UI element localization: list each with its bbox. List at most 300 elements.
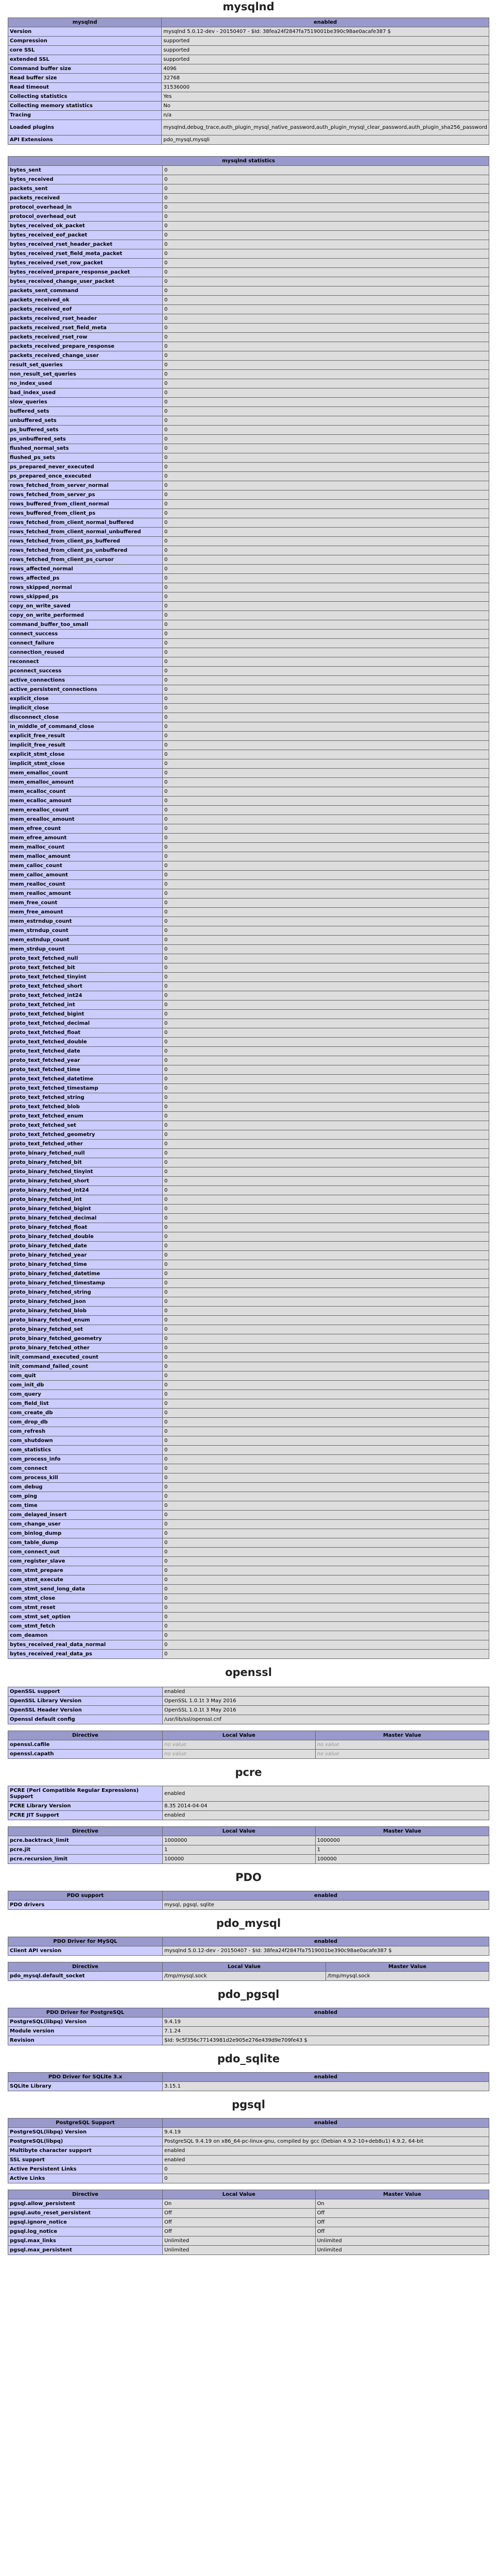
- row-label: rows_fetched_from_client_ps_unbuffered: [8, 546, 163, 555]
- row-value: 0: [163, 342, 489, 351]
- table-row: [8, 1613, 489, 1622]
- row-label: proto_text_fetched_year: [8, 1056, 163, 1065]
- table-row: [8, 834, 489, 843]
- row-value: 0: [163, 1214, 489, 1223]
- table-row: [8, 1130, 489, 1140]
- row-label: non_result_set_queries: [8, 370, 163, 379]
- table-row: [8, 1483, 489, 1492]
- row-value: 0: [163, 1325, 489, 1334]
- row-label: mem_emalloc_amount: [8, 778, 163, 787]
- table-row: [8, 1269, 489, 1279]
- table-row: [8, 2174, 489, 2183]
- row-value: 0: [163, 1158, 489, 1167]
- table-row: [8, 379, 489, 388]
- table-row: [8, 1158, 489, 1167]
- row-label: proto_text_fetched_short: [8, 982, 163, 991]
- row-value: 8.35 2014-04-04: [163, 1802, 489, 1811]
- row-value: 0: [163, 379, 489, 388]
- row-label: command_buffer_too_small: [8, 620, 163, 630]
- row-label: bad_index_used: [8, 388, 163, 398]
- row-value: 0: [163, 843, 489, 852]
- row-value: 0: [163, 787, 489, 796]
- row-label: OpenSSL support: [8, 1687, 163, 1697]
- row-value: 0: [163, 1390, 489, 1399]
- header-cell: Master Value: [315, 2190, 489, 2199]
- row-label: proto_text_fetched_int24: [8, 991, 163, 1001]
- row-label: bytes_received_rset_row_packet: [8, 259, 163, 268]
- table-row: [8, 324, 489, 333]
- table-row: [8, 936, 489, 945]
- row-label: com_register_slave: [8, 1557, 163, 1566]
- table-row: [8, 92, 489, 101]
- table-row: [8, 1511, 489, 1520]
- table-row: [8, 1650, 489, 1659]
- row-label: protocol_overhead_in: [8, 203, 163, 212]
- row-label: explicit_free_result: [8, 732, 163, 741]
- local-value: Off: [163, 2227, 316, 2236]
- header-cell: enabled: [163, 2119, 489, 2128]
- table-row: [8, 1715, 489, 1724]
- row-label: proto_text_fetched_geometry: [8, 1130, 163, 1140]
- row-value: 0: [163, 574, 489, 583]
- table-row: [8, 1464, 489, 1473]
- table-row: [8, 639, 489, 648]
- row-value: 0: [163, 1223, 489, 1232]
- row-value: 0: [163, 1065, 489, 1075]
- table-row: [8, 1242, 489, 1251]
- row-value: 0: [163, 509, 489, 518]
- table-header-row: [8, 18, 489, 27]
- row-value: 0: [163, 602, 489, 611]
- row-label: mem_erealloc_amount: [8, 815, 163, 824]
- row-value: 0: [163, 351, 489, 361]
- row-value: 0: [163, 880, 489, 889]
- row-value: 0: [163, 991, 489, 1001]
- table-row: [8, 889, 489, 899]
- local-value: On: [163, 2199, 316, 2209]
- row-value: 0: [163, 249, 489, 259]
- table-row: [8, 1418, 489, 1427]
- row-label: rows_fetched_from_client_ps_cursor: [8, 555, 163, 565]
- row-value: 0: [163, 1205, 489, 1214]
- row-label: pgsql.max_persistent: [8, 2246, 163, 2255]
- row-label: pgsql.auto_reset_persistent: [8, 2209, 163, 2218]
- pdo-sqlite-info-table: [8, 2072, 489, 2091]
- master-value: 100000: [315, 1855, 489, 1864]
- row-value: 0: [163, 416, 489, 426]
- row-label: PCRE (Perl Compatible Regular Expressions) Support: [8, 1786, 163, 1802]
- row-label: com_process_kill: [8, 1473, 163, 1483]
- row-value: 3.15.1: [163, 2082, 489, 2091]
- table-row: [8, 166, 489, 175]
- row-value: 0: [163, 481, 489, 490]
- local-value: no value: [163, 1750, 316, 1759]
- header-cell: enabled: [162, 18, 489, 27]
- row-value: 0: [163, 926, 489, 936]
- table-row: [8, 444, 489, 453]
- row-value: 0: [163, 546, 489, 555]
- row-label: bytes_received_eof_packet: [8, 231, 163, 240]
- header-cell: Local Value: [163, 2190, 316, 2199]
- row-label: proto_text_fetched_int: [8, 1001, 163, 1010]
- row-label: connect_success: [8, 630, 163, 639]
- table-row: [8, 843, 489, 852]
- row-label: com_refresh: [8, 1427, 163, 1436]
- table-row: [8, 982, 489, 991]
- table-row: [8, 463, 489, 472]
- row-label: proto_binary_fetched_decimal: [8, 1214, 163, 1223]
- row-label: bytes_received_rset_header_packet: [8, 240, 163, 249]
- row-value: 31536000: [162, 83, 489, 92]
- table-row: [8, 574, 489, 583]
- table-row: [8, 500, 489, 509]
- table-row: [8, 231, 489, 240]
- header-cell: PDO Driver for PostgreSQL: [8, 2008, 163, 2018]
- row-value: Yes: [162, 92, 489, 101]
- row-label: Compression: [8, 37, 162, 46]
- row-value: 32768: [162, 74, 489, 83]
- row-label: pgsql.ignore_notice: [8, 2218, 163, 2227]
- table-row: [8, 490, 489, 500]
- row-label: explicit_close: [8, 694, 163, 704]
- table-row: [8, 2218, 489, 2227]
- row-label: pconnect_success: [8, 667, 163, 676]
- row-value: 0: [163, 611, 489, 620]
- header-cell: Directive: [8, 1827, 163, 1836]
- table-row: [8, 630, 489, 639]
- row-label: proto_binary_fetched_timestamp: [8, 1279, 163, 1288]
- row-label: ps_buffered_sets: [8, 426, 163, 435]
- row-label: pcre.recursion_limit: [8, 1855, 163, 1864]
- row-label: no_index_used: [8, 379, 163, 388]
- row-value: 0: [163, 648, 489, 657]
- row-label: proto_binary_fetched_set: [8, 1325, 163, 1334]
- row-label: connect_failure: [8, 639, 163, 648]
- table-row: [8, 1214, 489, 1223]
- table-row: [8, 1427, 489, 1436]
- row-label: mem_ecalloc_amount: [8, 796, 163, 806]
- section-title-pdo-pgsql: pdo_pgsql: [217, 1988, 280, 2001]
- row-value: 0: [163, 592, 489, 602]
- row-value: 0: [163, 314, 489, 324]
- row-value: 0: [163, 1195, 489, 1205]
- table-row: [8, 64, 489, 74]
- master-value: /tmp/mysql.sock: [326, 1972, 489, 1981]
- row-value: 0: [163, 889, 489, 899]
- row-label: active_connections: [8, 676, 163, 685]
- row-label: com_stmt_send_long_data: [8, 1585, 163, 1594]
- table-row: [8, 908, 489, 917]
- table-row: [8, 481, 489, 490]
- table-row: [8, 472, 489, 481]
- row-value: 0: [163, 435, 489, 444]
- row-value: mysql, pgsql, sqlite: [163, 1901, 489, 1910]
- table-row: [8, 1845, 489, 1855]
- row-value: supported: [162, 37, 489, 46]
- row-value: 9.4.19: [163, 2018, 489, 2027]
- row-label: com_drop_db: [8, 1418, 163, 1427]
- row-label: PCRE Library Version: [8, 1802, 163, 1811]
- row-value: 0: [163, 1418, 489, 1427]
- table-row: [8, 1901, 489, 1910]
- row-label: com_stmt_close: [8, 1594, 163, 1603]
- row-label: proto_binary_fetched_json: [8, 1297, 163, 1307]
- table-row: [8, 1251, 489, 1260]
- table-row: [8, 184, 489, 194]
- row-value: OpenSSL 1.0.1t 3 May 2016: [163, 1697, 489, 1706]
- row-value: 0: [163, 370, 489, 379]
- row-value: 0: [163, 1594, 489, 1603]
- table-row: [8, 899, 489, 908]
- row-value: 0: [163, 1529, 489, 1538]
- table-row: [8, 2036, 489, 2045]
- local-value: 1: [163, 1845, 316, 1855]
- table-row: [8, 1084, 489, 1093]
- row-label: proto_binary_fetched_geometry: [8, 1334, 163, 1344]
- table-row: [8, 1140, 489, 1149]
- table-row: [8, 370, 489, 379]
- row-label: proto_text_fetched_time: [8, 1065, 163, 1075]
- pgsql-rows: [8, 2128, 489, 2183]
- table-row: [8, 55, 489, 64]
- header-cell: enabled: [163, 1937, 489, 1946]
- row-value: 0: [163, 676, 489, 685]
- table-row: [8, 1390, 489, 1399]
- pcre-directive-rows: [8, 1836, 489, 1864]
- table-row: [8, 917, 489, 926]
- row-value: 0: [163, 704, 489, 713]
- row-label: mem_calloc_amount: [8, 871, 163, 880]
- table-row: [8, 286, 489, 296]
- table-row: [8, 1594, 489, 1603]
- section-title-pdo-mysql: pdo_mysql: [216, 1917, 281, 1929]
- row-label: bytes_sent: [8, 166, 163, 175]
- row-value: 0: [163, 1409, 489, 1418]
- table-row: [8, 861, 489, 871]
- row-label: OpenSSL Library Version: [8, 1697, 163, 1706]
- row-value: 0: [163, 1316, 489, 1325]
- row-value: 0: [163, 1353, 489, 1362]
- row-value: 0: [163, 1557, 489, 1566]
- row-label: com_debug: [8, 1483, 163, 1492]
- table-row: [8, 1750, 489, 1759]
- row-label: active_persistent_connections: [8, 685, 163, 694]
- section-title-pdo-sqlite: pdo_sqlite: [217, 2053, 280, 2065]
- row-value: 0: [163, 555, 489, 565]
- table-row: [8, 1603, 489, 1613]
- row-label: proto_text_fetched_enum: [8, 1112, 163, 1121]
- row-value: 0: [163, 982, 489, 991]
- table-row: [8, 268, 489, 277]
- row-label: pgsql.log_notice: [8, 2227, 163, 2236]
- master-value: Off: [315, 2227, 489, 2236]
- table-row: [8, 259, 489, 268]
- table-row: [8, 2137, 489, 2146]
- table-row: [8, 1446, 489, 1455]
- table-row: [8, 657, 489, 667]
- row-value: 0: [163, 1427, 489, 1436]
- row-value: 0: [163, 212, 489, 222]
- row-label: com_field_list: [8, 1399, 163, 1409]
- row-label: proto_text_fetched_null: [8, 954, 163, 963]
- row-label: rows_fetched_from_client_ps_buffered: [8, 537, 163, 546]
- row-label: reconnect: [8, 657, 163, 667]
- pdo-mysql-info-table: [8, 1937, 489, 1956]
- row-value: 0: [163, 1130, 489, 1140]
- row-label: bytes_received_real_data_normal: [8, 1640, 163, 1650]
- row-label: pcre.jit: [8, 1845, 163, 1855]
- row-label: Active Links: [8, 2174, 163, 2183]
- row-label: mem_efree_amount: [8, 834, 163, 843]
- table-row: [8, 1149, 489, 1158]
- row-value: 0: [163, 1251, 489, 1260]
- row-label: flushed_normal_sets: [8, 444, 163, 453]
- master-value: no value: [315, 1740, 489, 1750]
- master-value: 1000000: [315, 1836, 489, 1845]
- row-label: com_stmt_set_option: [8, 1613, 163, 1622]
- row-label: pcre.backtrack_limit: [8, 1836, 163, 1845]
- row-label: proto_binary_fetched_time: [8, 1260, 163, 1269]
- row-label: proto_binary_fetched_null: [8, 1149, 163, 1158]
- row-value: supported: [162, 46, 489, 55]
- table-row: [8, 453, 489, 463]
- row-label: proto_text_fetched_double: [8, 1038, 163, 1047]
- row-value: 0: [163, 1455, 489, 1464]
- row-value: 0: [163, 324, 489, 333]
- pdo-mysql-rows: [8, 1946, 489, 1956]
- row-label: init_command_executed_count: [8, 1353, 163, 1362]
- row-label: proto_text_fetched_set: [8, 1121, 163, 1130]
- master-value: Off: [315, 2218, 489, 2227]
- row-value: 0: [163, 583, 489, 592]
- row-value: 0: [163, 1613, 489, 1622]
- row-label: proto_binary_fetched_other: [8, 1344, 163, 1353]
- table-row: [8, 963, 489, 973]
- row-label: Read buffer size: [8, 74, 162, 83]
- row-label: packets_received_ok: [8, 296, 163, 305]
- row-label: ps_prepared_never_executed: [8, 463, 163, 472]
- table-row: [8, 37, 489, 46]
- pdo-info-table: [8, 1891, 489, 1910]
- row-value: 7.1.24: [163, 2027, 489, 2036]
- table-row: [8, 1740, 489, 1750]
- table-row: [8, 741, 489, 750]
- master-value: no value: [315, 1750, 489, 1759]
- header-cell: Directive: [8, 2190, 163, 2199]
- row-value: 0: [163, 1566, 489, 1575]
- row-label: rows_fetched_from_client_normal_buffered: [8, 518, 163, 528]
- row-value: 0: [163, 1279, 489, 1288]
- row-value: 0: [163, 630, 489, 639]
- row-label: packets_received_rset_row: [8, 333, 163, 342]
- row-value: 0: [163, 175, 489, 184]
- table-row: [8, 212, 489, 222]
- table-row: [8, 528, 489, 537]
- table-row: [8, 806, 489, 815]
- table-row: [8, 852, 489, 861]
- header-cell: Master Value: [326, 1962, 489, 1972]
- row-value: 0: [163, 834, 489, 843]
- row-label: init_command_failed_count: [8, 1362, 163, 1371]
- table-row: [8, 1548, 489, 1557]
- row-label: connection_reused: [8, 648, 163, 657]
- row-label: com_query: [8, 1390, 163, 1399]
- row-label: PostgreSQL(libpq) Version: [8, 2128, 163, 2137]
- row-label: proto_binary_fetched_double: [8, 1232, 163, 1242]
- row-value: 0: [163, 1269, 489, 1279]
- row-label: mem_estndup_count: [8, 936, 163, 945]
- header-cell: PDO Driver for SQLite 3.x: [8, 2073, 163, 2082]
- row-label: implicit_stmt_close: [8, 759, 163, 769]
- row-label: SSL support: [8, 2156, 163, 2165]
- row-value: 0: [163, 778, 489, 787]
- table-row: [8, 2018, 489, 2027]
- master-value: 1: [315, 1845, 489, 1855]
- row-value: /usr/lib/ssl/openssl.cnf: [163, 1715, 489, 1724]
- table-row: [8, 1836, 489, 1845]
- row-label: OpenSSL Header Version: [8, 1706, 163, 1715]
- table-header-row: [8, 1731, 489, 1740]
- row-label: Active Persistent Links: [8, 2165, 163, 2174]
- row-label: rows_buffered_from_client_normal: [8, 500, 163, 509]
- row-label: ps_prepared_once_executed: [8, 472, 163, 481]
- row-label: mem_realloc_amount: [8, 889, 163, 899]
- row-label: extended SSL: [8, 55, 162, 64]
- row-label: implicit_free_result: [8, 741, 163, 750]
- row-value: 0: [163, 453, 489, 463]
- table-row: [8, 1381, 489, 1390]
- row-value: 0: [163, 936, 489, 945]
- table-row: [8, 1455, 489, 1464]
- pgsql-directive-rows: [8, 2199, 489, 2255]
- pdo-pgsql-info-table: [8, 2008, 489, 2045]
- table-row: [8, 240, 489, 249]
- local-value: Off: [163, 2218, 316, 2227]
- row-label: Collecting memory statistics: [8, 101, 162, 111]
- table-row: [8, 1325, 489, 1334]
- table-row: [8, 880, 489, 889]
- table-row: [8, 333, 489, 342]
- table-row: [8, 1223, 489, 1232]
- row-value: 0: [163, 769, 489, 778]
- row-value: No: [162, 101, 489, 111]
- row-label: buffered_sets: [8, 407, 163, 416]
- table-row: [8, 398, 489, 407]
- row-label: packets_received_rset_header: [8, 314, 163, 324]
- row-value: pdo_mysql,mysqli: [162, 135, 489, 145]
- table-row: [8, 537, 489, 546]
- row-label: SQLite Library: [8, 2082, 163, 2091]
- table-header-row: [8, 1891, 489, 1901]
- row-value: 0: [163, 750, 489, 759]
- header-cell: Directive: [8, 1962, 163, 1972]
- row-value: mysqlnd 5.0.12-dev - 20150407 - $Id: 38fea24f2847fa7519001be390c98ae0acafe387 $: [163, 1946, 489, 1956]
- table-row: [8, 2146, 489, 2156]
- table-row: [8, 175, 489, 184]
- openssl-rows: [8, 1687, 489, 1724]
- row-value: 0: [163, 222, 489, 231]
- header-cell: Directive: [8, 1731, 163, 1740]
- openssl-directives-table: [8, 1731, 489, 1759]
- row-value: 0: [163, 1585, 489, 1594]
- table-row: [8, 1065, 489, 1075]
- row-value: 0: [163, 426, 489, 435]
- table-header-row: [8, 2190, 489, 2199]
- mysqlnd-statistics-table: [8, 156, 489, 1659]
- row-label: proto_binary_fetched_string: [8, 1288, 163, 1297]
- row-label: proto_binary_fetched_int24: [8, 1186, 163, 1195]
- table-row: [8, 27, 489, 37]
